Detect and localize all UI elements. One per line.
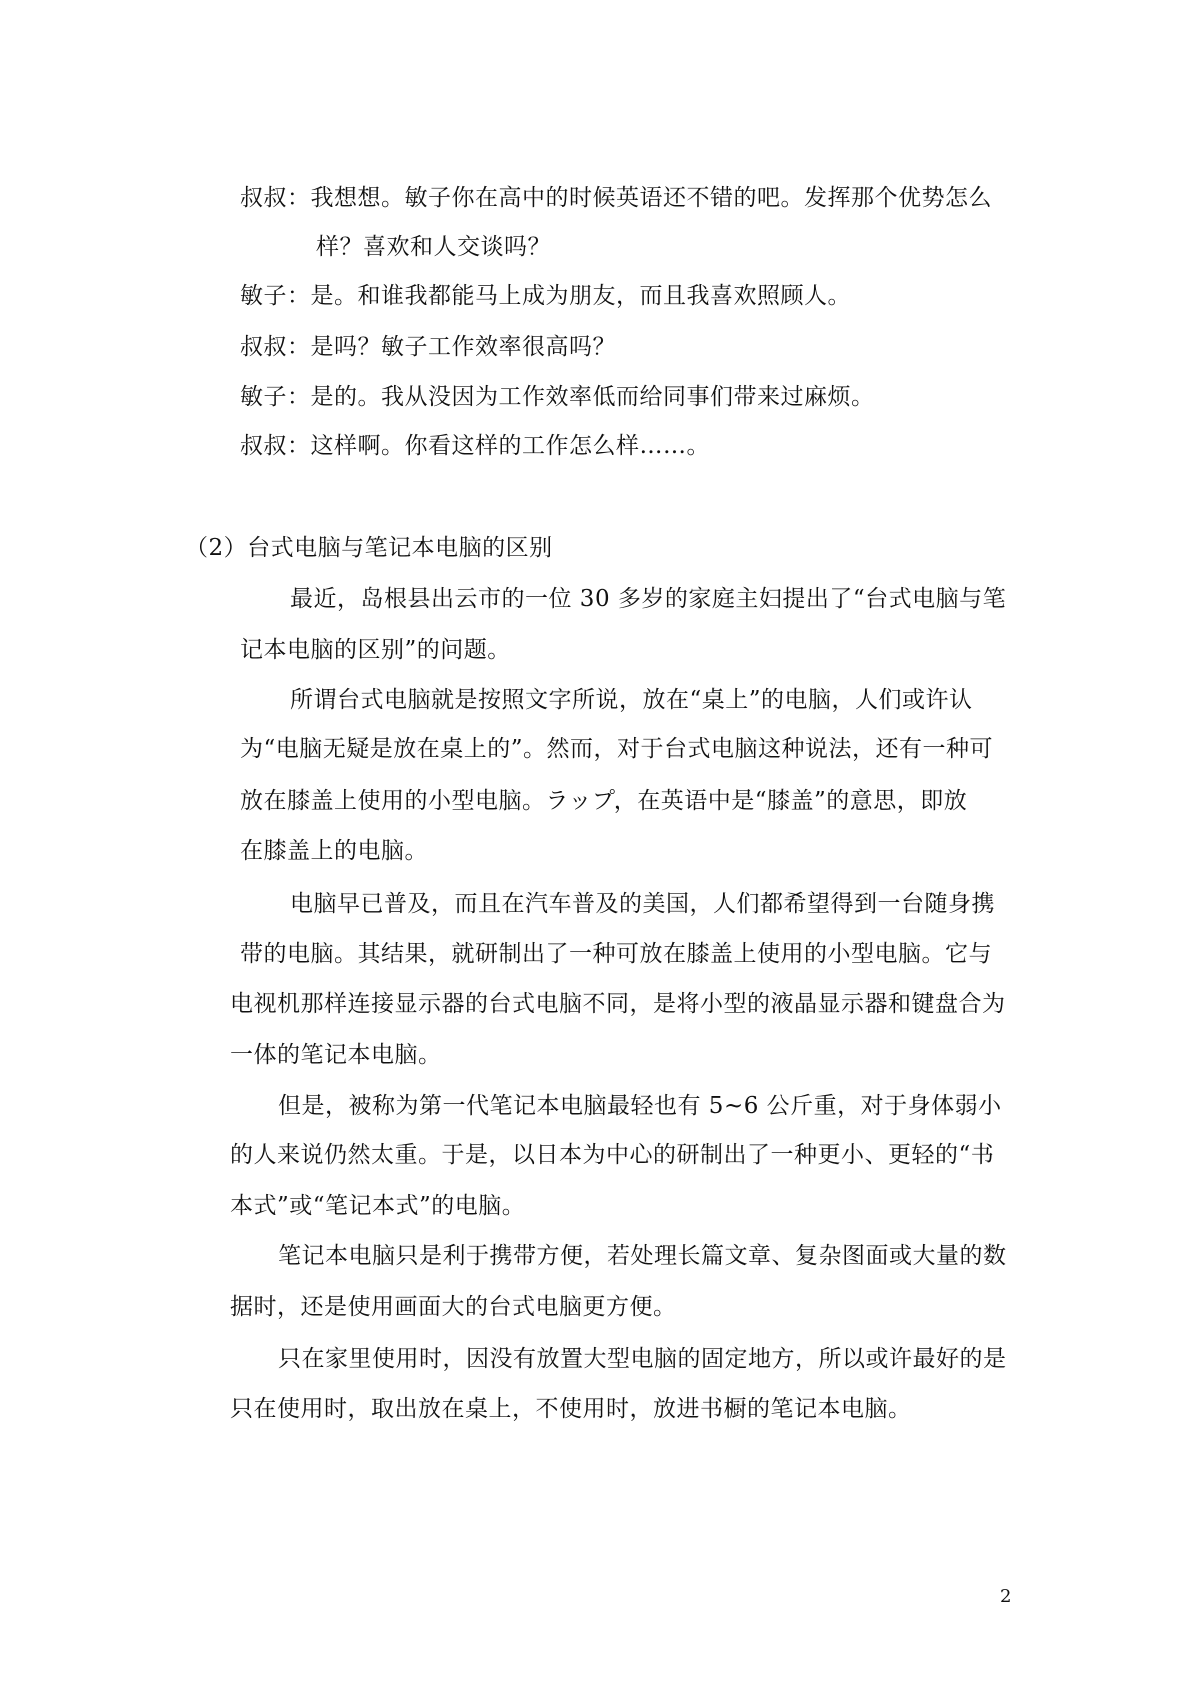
body-line: 所谓台式电脑就是按照文字所说，放在“桌上”的电脑，人们或许认 [290, 687, 973, 713]
dialogue-line: 敏子：是的。我从没因为工作效率低而给同事们带来过麻烦。 [240, 384, 875, 410]
dialogue-line: 叔叔：是吗？敏子工作效率很高吗？ [240, 334, 616, 360]
body-line: 一体的笔记本电脑。 [230, 1042, 442, 1068]
body-line: 笔记本电脑只是利于携带方便，若处理长篇文章、复杂图面或大量的数 [278, 1243, 1007, 1269]
body-line: 只在家里使用时，因没有放置大型电脑的固定地方，所以或许最好的是 [278, 1346, 1007, 1372]
body-line: 为“电脑无疑是放在桌上的”。然而，对于台式电脑这种说法，还有一种可 [240, 736, 994, 762]
body-line: 只在使用时，取出放在桌上，不使用时，放进书橱的笔记本电脑。 [230, 1396, 912, 1422]
body-line: 据时，还是使用画面大的台式电脑更方便。 [230, 1294, 677, 1320]
body-line: 电脑早已普及，而且在汽车普及的美国，人们都希望得到一台随身携 [290, 891, 995, 917]
body-line: 本式”或“笔记本式”的电脑。 [230, 1193, 526, 1219]
body-line: 电视机那样连接显示器的台式电脑不同，是将小型的液晶显示器和键盘合为 [230, 991, 1006, 1017]
dialogue-line: 叔叔：我想想。敏子你在高中的时候英语还不错的吧。发挥那个优势怎么 [240, 185, 992, 211]
body-line: 最近，岛根县出云市的一位 30 多岁的家庭主妇提出了“台式电脑与笔 [290, 586, 1007, 612]
body-line: 的人来说仍然太重。于是，以日本为中心的研制出了一种更小、更轻的“书 [230, 1142, 995, 1168]
dialogue-line: 叔叔：这样啊。你看这样的工作怎么样……。 [240, 433, 710, 459]
body-line: 在膝盖上的电脑。 [240, 838, 428, 864]
body-line: 带的电脑。其结果，就研制出了一种可放在膝盖上使用的小型电脑。它与 [240, 941, 992, 967]
body-line: 但是，被称为第一代笔记本电脑最轻也有 5~6 公斤重，对于身体弱小 [278, 1093, 1002, 1119]
page-number: 2 [1000, 1586, 1012, 1607]
body-line: 放在膝盖上使用的小型电脑。ラップ，在英语中是“膝盖”的意思，即放 [240, 788, 968, 814]
dialogue-line: 样？喜欢和人交谈吗？ [316, 234, 551, 260]
body-line: 记本电脑的区别”的问题。 [240, 637, 511, 663]
dialogue-line: 敏子：是。和谁我都能马上成为朋友，而且我喜欢照顾人。 [240, 283, 851, 309]
section-heading: （2）台式电脑与笔记本电脑的区别 [185, 535, 553, 561]
